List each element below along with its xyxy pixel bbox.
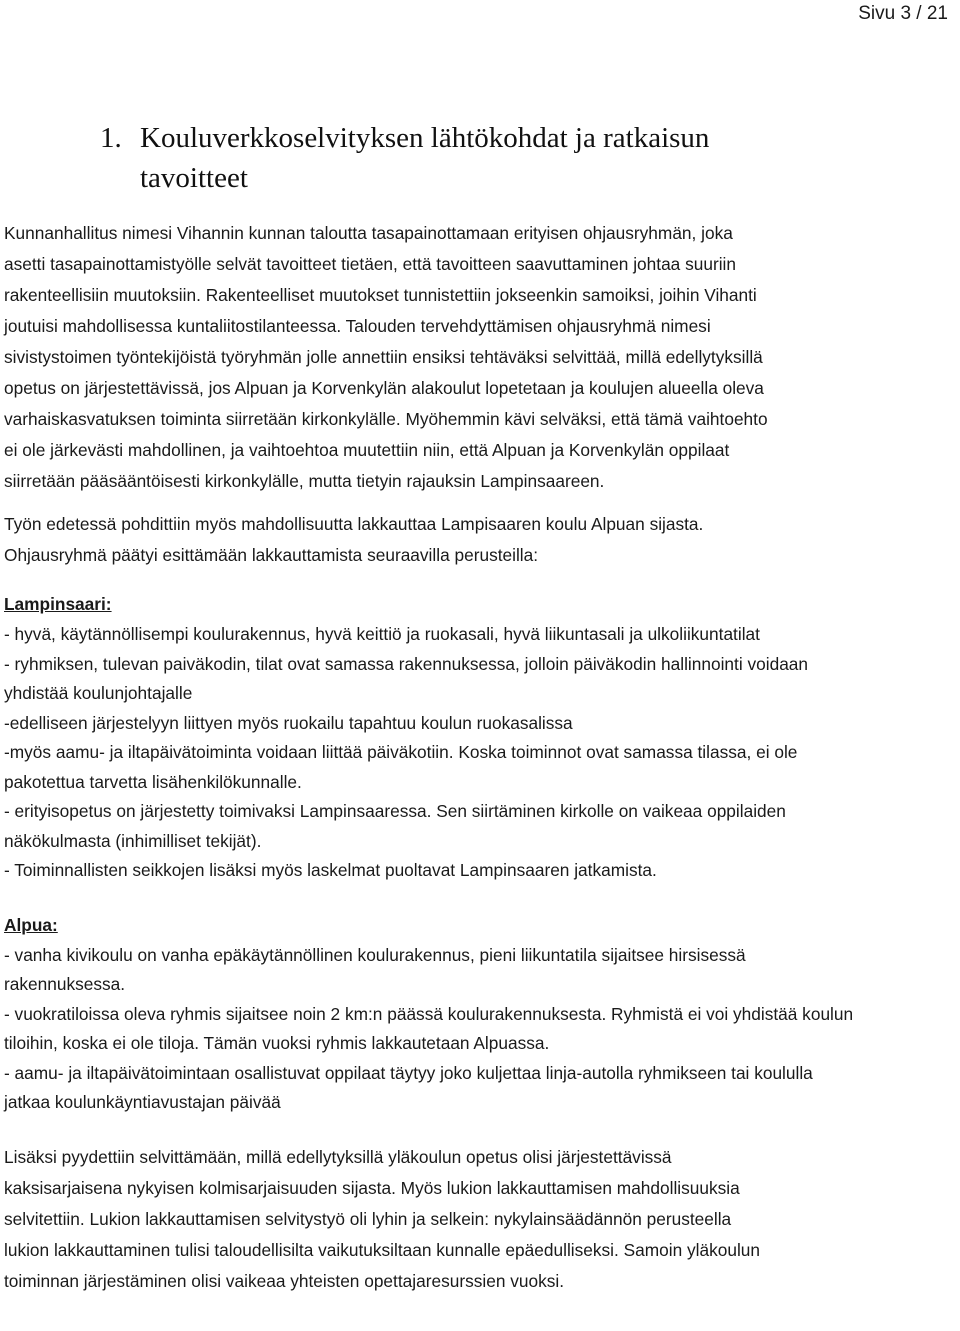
- text-line: varhaiskasvatuksen toiminta siirretään kirkonkylälle. Myöhemmin kävi selväksi, että tämä vaihtoehto: [4, 409, 768, 429]
- list-item: - hyvä, käytännöllisempi koulurakennus, hyvä keittiö ja ruokasali, hyvä liikuntasali ja ulkoliikuntatilat: [4, 624, 760, 644]
- section-title-line-2: tavoitteet: [140, 162, 248, 194]
- text-line: ei ole järkevästi mahdollinen, ja vaihtoehtoa muutettiin niin, että Alpuan ja Korvenkylän oppilaat: [4, 440, 730, 460]
- text-line: joutuisi mahdollisessa kuntaliitostilanteessa. Talouden tervehdyttämisen ohjausryhmä nimesi: [4, 316, 711, 336]
- list-item: näkökulmasta (inhimilliset tekijät).: [4, 830, 262, 851]
- page-number: Sivu 3 / 21: [858, 3, 948, 24]
- closing-paragraph: [4, 1142, 944, 1297]
- list-item: rakennuksessa.: [4, 974, 126, 994]
- list-item: -myös aamu- ja iltapäivätoiminta voidaan liittää päiväkotiin. Koska toiminnot ovat samassa tilassa, ei ole: [4, 742, 798, 762]
- text-line: opetus on järjestettävissä, jos Alpuan ja Korvenkylän alakoulut lopetetaan ja koulujen alueella oleva: [4, 378, 764, 398]
- text-line: Työn edetessä pohdittiin myös mahdollisuutta lakkauttaa Lampisaaren koulu Alpuan sijasta.: [4, 514, 704, 534]
- text-line: Ohjausryhmä päätyi esittämään lakkauttamista seuraavilla perusteilla:: [4, 545, 539, 565]
- section-heading: [100, 118, 940, 198]
- text-line: Lisäksi pyydettiin selvittämään, millä edellytyksillä yläkoulun opetus olisi järjestettävissä: [4, 1146, 672, 1167]
- section-number: 1.: [100, 122, 122, 154]
- alpua-heading: Alpua:: [4, 914, 58, 935]
- intro-paragraph: [4, 218, 944, 497]
- text-line: sivistystoimen työntekijöistä työryhmän jolle annettiin ensiksi tehtäväksi selvittää, millä edellytyksillä: [4, 347, 763, 367]
- text-line: selvitettiin. Lukion lakkauttamisen selvitystyö oli lyhin ja selkein: nykylainsäädännön perusteella: [4, 1208, 732, 1229]
- text-line: Kunnanhallitus nimesi Vihannin kunnan taloutta tasapainottamaan erityisen ohjausryhmän, joka: [4, 223, 733, 243]
- list-item: yhdistää koulunjohtajalle: [4, 683, 193, 703]
- list-item: - ryhmiksen, tulevan paiväkodin, tilat ovat samassa rakennuksessa, jolloin päiväkodin hallinnointi voidaan: [4, 653, 809, 674]
- text-line: kaksisarjaisena nykyisen kolmisarjaisuuden sijasta. Myös lukion lakkauttamisen mahdollisuuksia: [4, 1177, 740, 1198]
- document-body: [4, 218, 944, 1297]
- text-line: toiminnan järjestäminen olisi vaikeaa yhteisten opettajaresurssien vuoksi.: [4, 1270, 565, 1291]
- text-line: rakenteellisiin muutoksiin. Rakenteelliset muutokset tunnistettiin jokseenkin samoiksi, joihin Vihanti: [4, 285, 757, 305]
- list-item: pakotettua tarvetta lisähenkilökunnalle.: [4, 771, 302, 792]
- alpua-section: [4, 910, 944, 1118]
- list-item: tiloihin, koska ei ole tiloja. Tämän vuoksi ryhmis lakkautetaan Alpuassa.: [4, 1033, 550, 1053]
- text-line: siirretään pääsääntöisesti kirkonkylälle, mutta tietyin rajauksin Lampinsaareen.: [4, 471, 605, 491]
- section-title-line-1: Kouluverkkoselvityksen lähtökohdat ja ratkaisun: [140, 122, 710, 154]
- text-line: lukion lakkauttaminen tulisi taloudellisilta vaikutuksiltaan kunnalle epäedulliseksi. Samoin yläkoulun: [4, 1239, 761, 1260]
- list-item: -edelliseen järjestelyyn liittyen myös ruokailu tapahtuu koulun ruokasalissa: [4, 712, 573, 733]
- criteria-intro-paragraph: [4, 509, 944, 571]
- lampinsaari-section: [4, 589, 944, 886]
- list-item: - vuokratiloissa oleva ryhmis sijaitsee noin 2 km:n päässä koulurakennuksesta. Ryhmistä ei voi yhdistää koulun: [4, 1003, 854, 1024]
- list-item: - vanha kivikoulu on vanha epäkäytännöllinen koulurakennus, pieni liikuntatila sijaitsee hirsisessä: [4, 944, 746, 965]
- text-line: asetti tasapainottamistyölle selvät tavoitteet tietäen, että tavoitteen saavuttaminen johtaa suuriin: [4, 254, 737, 274]
- list-item: - aamu- ja iltapäivätoimintaan osallistuvat oppilaat täytyy joko kuljettaa linja-autolla ryhmikseen tai koululla: [4, 1062, 813, 1083]
- list-item: - erityisopetus on järjestetty toimivaksi Lampinsaaressa. Sen siirtäminen kirkolle on vaikeaa oppilaiden: [4, 801, 786, 821]
- list-item: jatkaa koulunkäyntiavustajan päivää: [4, 1092, 281, 1112]
- lampinsaari-heading: Lampinsaari:: [4, 594, 112, 614]
- list-item: - Toiminnallisten seikkojen lisäksi myös laskelmat puoltavat Lampinsaaren jatkamista.: [4, 860, 657, 880]
